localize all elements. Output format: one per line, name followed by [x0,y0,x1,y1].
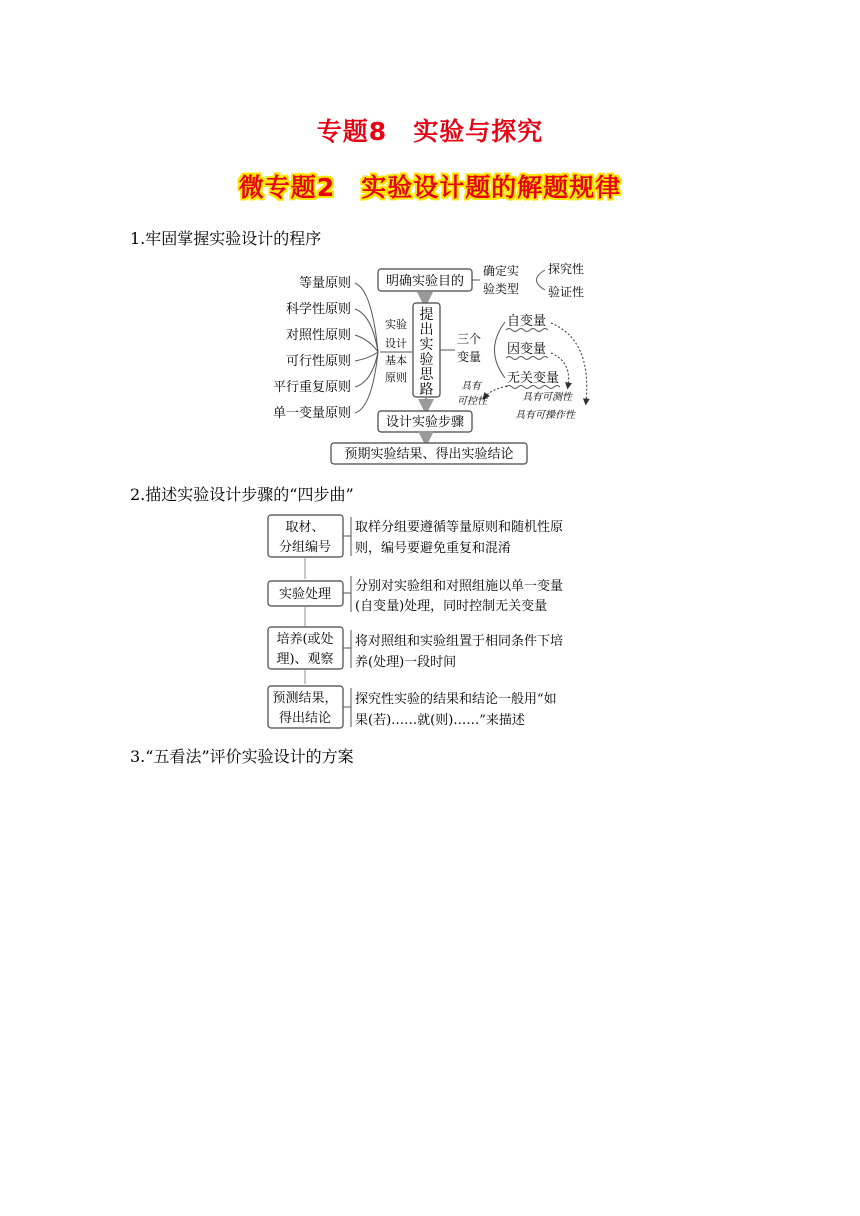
type-item: 探究性 [548,262,585,276]
section-heading-2: 2.描述实验设计步骤的“四步曲” [130,485,354,504]
type-item: 验证性 [548,285,585,299]
three-vars-label: 变量 [457,350,482,364]
step-label: 预测结果， [272,691,338,706]
principle-item: 等量原则 [298,276,351,291]
idea-char: 实 [419,337,434,353]
variable-irrelevant: 无关变量 [507,371,560,386]
purpose-label: 明确实验目的 [385,274,465,289]
three-vars-label: 三个 [457,332,482,346]
note-controllable: 具有 [461,381,481,392]
idea-char: 出 [419,322,434,338]
step-desc: (自变量)处理，同时控制无关变量 [355,599,548,614]
variable-independent: 自变量 [507,314,547,329]
principle-item: 科学性原则 [285,302,351,317]
step-desc: 果(若)……就(则)……”来描述 [355,713,525,728]
idea-char: 提 [419,307,434,323]
step-desc: 探究性实验的结果和结论一般用“如 [355,692,557,707]
principles-group-label: 实验 [385,318,407,331]
note-operable: 具有可操作性 [515,410,575,421]
step-label: 分组编号 [278,540,332,555]
idea-char: 路 [419,382,434,398]
variable-dependent: 因变量 [507,342,547,357]
step-label: 培养(或处 [276,632,334,647]
principle-item: 可行性原则 [285,354,351,369]
idea-char: 验 [419,352,434,368]
principles-group-label: 原则 [385,371,407,384]
principle-item: 单一变量原则 [272,406,351,421]
step-desc: 则，编号要避免重复和混淆 [355,541,512,556]
section-heading-3: 3.“五看法”评价实验设计的方案 [130,747,354,766]
step-label: 取材、 [285,520,325,535]
step-desc: 养(处理)一段时间 [355,655,457,670]
principles-group-label: 设计 [385,337,407,350]
principle-item: 对照性原则 [285,328,351,343]
note-measurable: 具有可测性 [522,392,572,403]
step-label: 理)、观察 [276,652,334,667]
idea-char: 思 [419,367,434,383]
page-title: 专题8 实验与探究 [316,117,544,146]
step-desc: 取样分组要遵循等量原则和随机性原 [355,520,564,535]
step-label: 实验处理 [278,587,332,602]
result-label: 预期实验结果、得出实验结论 [344,447,514,462]
type-label: 验类型 [483,282,520,296]
steps-label: 设计实验步骤 [385,415,465,430]
step-desc: 分别对实验组和对照组施以单一变量 [355,579,564,594]
step-desc: 将对照组和实验组置于相同条件下培 [355,634,564,649]
principle-item: 平行重复原则 [272,380,351,395]
type-label: 确定实 [483,264,520,278]
page-subtitle: 微专题2 实验设计题的解题规律 [238,173,622,202]
principles-group-label: 基本 [385,354,407,367]
note-controllable: 可控性 [457,396,487,407]
section-heading-1: 1.牢固掌握实验设计的程序 [130,229,322,248]
step-label: 得出结论 [278,711,332,726]
